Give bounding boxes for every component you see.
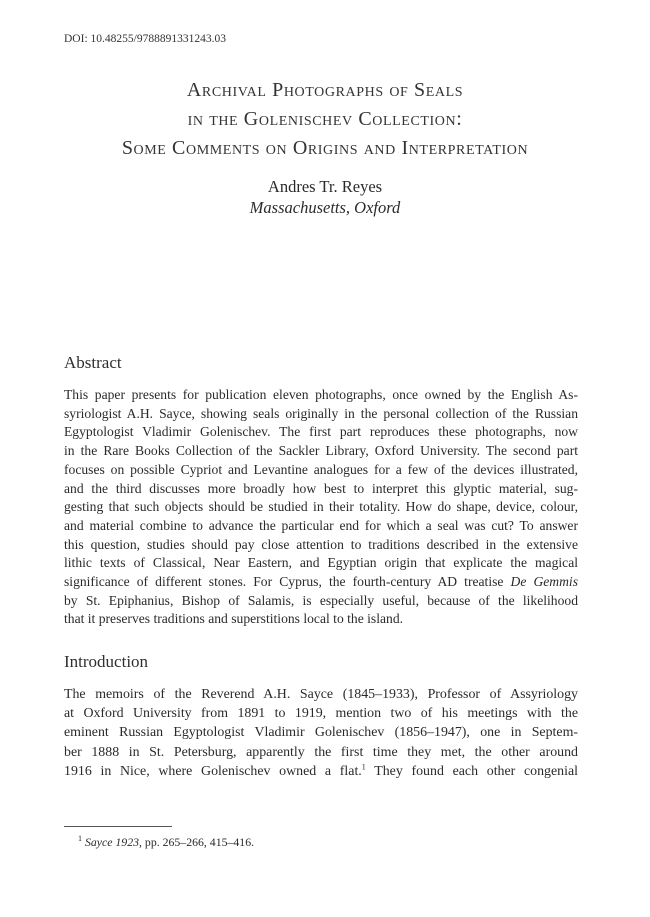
intro-line: at Oxford University from 1891 to 1919, mention two of his meetings with the xyxy=(64,706,578,722)
abstract-line: by St. Epiphanius, Bishop of Salamis, is especially useful, because of the likelihood xyxy=(64,592,578,608)
intro-line-text: They found each other congenial xyxy=(365,763,578,779)
paper-title xyxy=(0,76,650,163)
footnote xyxy=(78,835,254,850)
abstract-line: in the Rare Books Collection of the Sackler Library, Oxford University. The second part xyxy=(64,443,578,459)
abstract-line: and material combine to advance the particular end for which a seal was cut? To answer xyxy=(64,517,578,533)
introduction-heading: Introduction xyxy=(64,652,149,671)
introduction-text xyxy=(64,685,578,781)
footnote-reference[interactable]: 1 xyxy=(361,762,366,772)
intro-line: eminent Russian Egyptologist Vladimir Golenischev (1856–1947), one in Septem- xyxy=(64,725,578,741)
footnote-divider xyxy=(64,826,172,827)
footnote-marker: 1 xyxy=(78,834,82,844)
abstract-text xyxy=(64,386,578,629)
author-name: Andres Tr. Reyes xyxy=(267,177,383,196)
author-affiliation: Massachusetts, Oxford xyxy=(249,198,401,217)
abstract-line xyxy=(64,573,578,592)
intro-line-text: 1916 in Nice, where Golenischev owned a flat. xyxy=(64,763,362,779)
title-line-1: Archival Photographs of Seals xyxy=(186,79,464,101)
footnote-source: Sayce 1923 xyxy=(84,835,140,849)
abstract-line: this question, studies should pay close attention to traditions described in the extensive xyxy=(64,536,578,552)
title-line-3: Some Comments on Origins and Interpretation xyxy=(121,137,529,159)
abstract-heading: Abstract xyxy=(64,353,122,372)
intro-line: The memoirs of the Reverend A.H. Sayce (1845–1933), Professor of Assyriology xyxy=(64,687,578,702)
title-line-2: in the Golenischev Collection: xyxy=(187,108,463,130)
intro-line xyxy=(64,762,578,781)
intro-line: ber 1888 in St. Petersburg, apparently the first time they met, the other around xyxy=(64,744,578,760)
doi-line: DOI: 10.48255/9788891331243.03 xyxy=(64,33,226,45)
footnote-pages: , pp. 265–266, 415–416. xyxy=(139,835,255,849)
abstract-line: and the third discusses more broadly how best to interpret this glyptic material, sug- xyxy=(64,480,578,496)
abstract-line: syriologist A.H. Sayce, showing seals originally in the personal collection of the Russian xyxy=(64,405,578,421)
treatise-title: De Gemmis xyxy=(510,574,578,590)
abstract-line: This paper presents for publication eleven photographs, once owned by the English As- xyxy=(64,387,578,402)
abstract-line: that it preserves traditions and superstitions local to the island. xyxy=(64,611,404,627)
abstract-line: lithic texts of Classical, Near Eastern, and Egyptian origin that explicate the magical xyxy=(64,555,578,571)
abstract-line-text: significance of different stones. For Cyprus, the fourth-century AD treatise xyxy=(64,574,511,590)
abstract-line: Egyptologist Vladimir Golenischev. The first part reproduces these photographs, now xyxy=(64,424,578,440)
abstract-line: focuses on possible Cypriot and Levantine analogues for a few of the devices illustrated, xyxy=(64,461,578,477)
abstract-line: gesting that such objects should be studied in their totality. How do shape, device, colour, xyxy=(64,499,578,515)
